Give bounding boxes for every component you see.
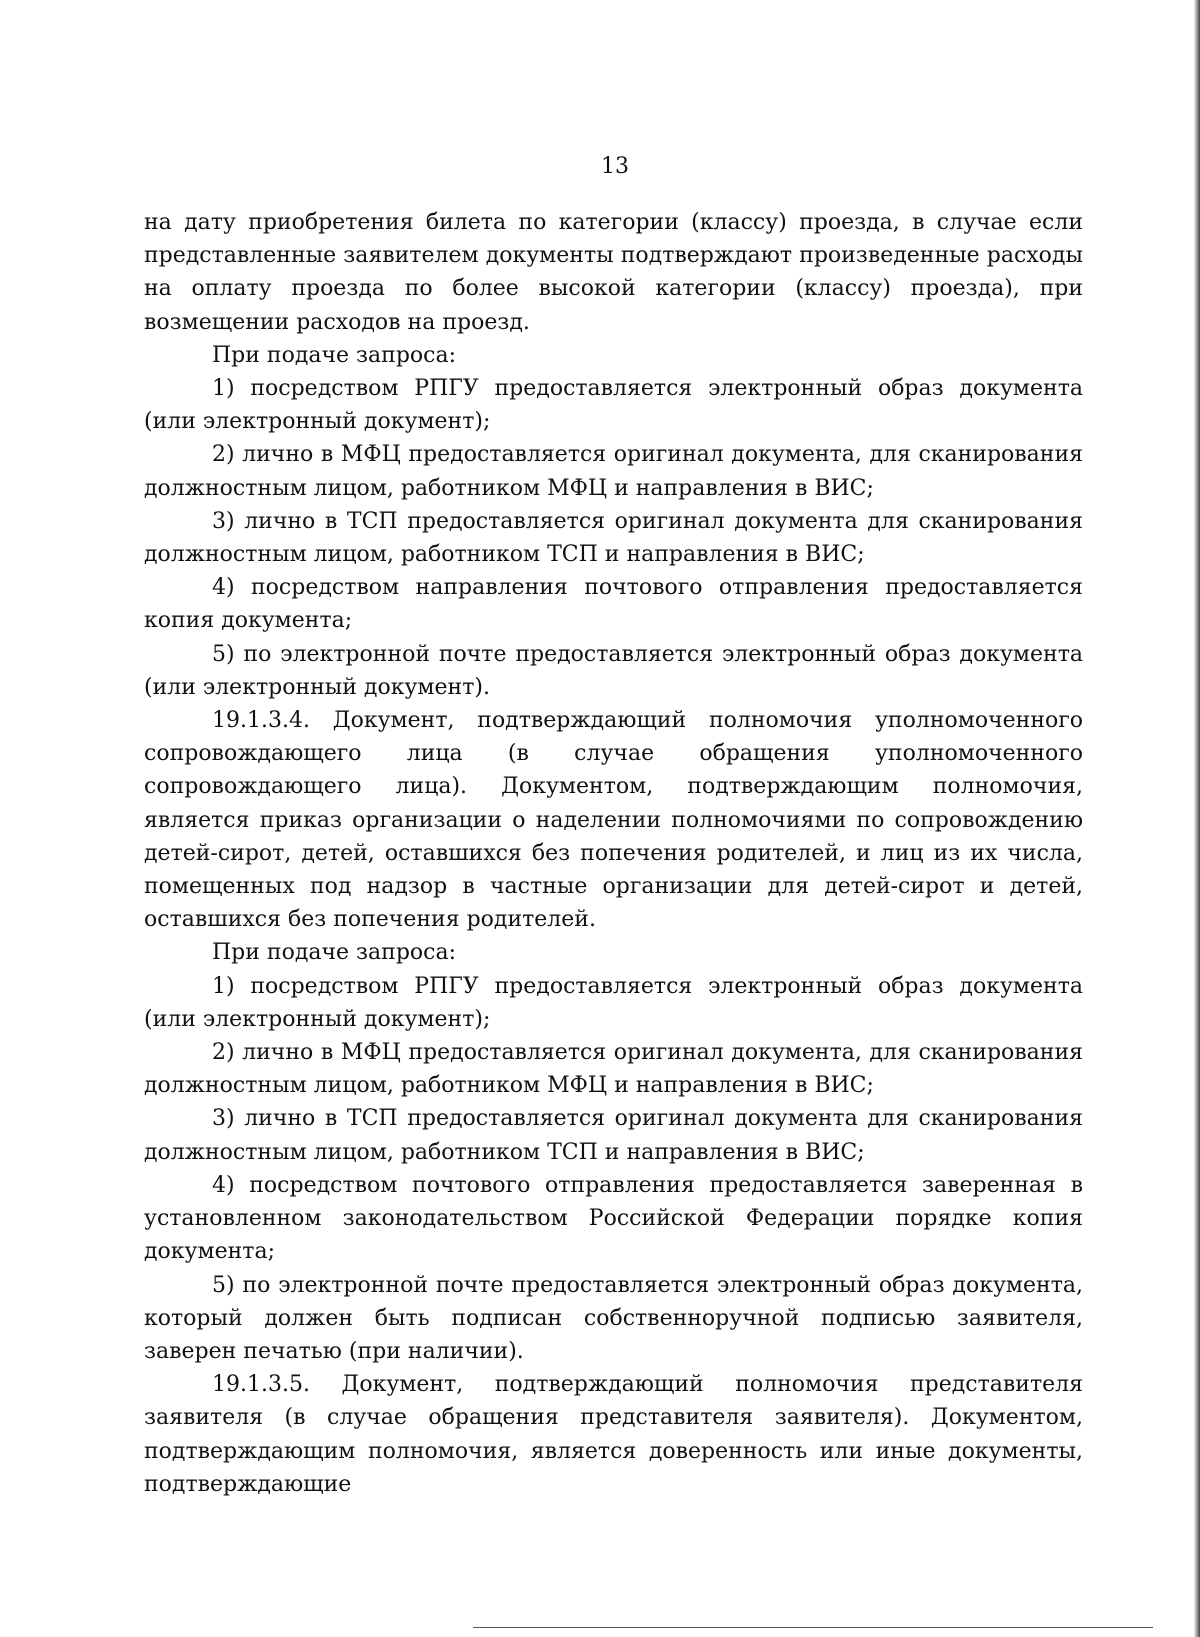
- list-item-tsp-2: 3) лично в ТСП предоставляется оригинал документа для сканирования должностным лицом, работником ТСП и направления в ВИС;: [144, 1106, 1083, 1165]
- document-body: [144, 206, 1083, 1501]
- page-number: 13: [601, 154, 629, 179]
- list-item-email-2: 5) по электронной почте предоставляется электронный образ документа, который должен быть подписан собственноручной подписью заявителя, заверен печатью (при наличии).: [144, 1272, 1083, 1364]
- paragraph-request-intro: При подаче запроса:: [212, 342, 457, 368]
- paragraph-request-intro-2: При подаче запроса:: [212, 940, 457, 966]
- section-19-1-3-5: 19.1.3.5. Документ, подтверждающий полномочия представителя заявителя (в случае обращения представителя заявителя). Документом, подтверждающим полномочия, является доверенность или иные документы, подтверждающие: [144, 1372, 1083, 1497]
- list-item-rpgu: 1) посредством РПГУ предоставляется электронный образ документа (или электронный документ);: [144, 376, 1083, 435]
- list-item-mfc-2: 2) лично в МФЦ предоставляется оригинал документа, для сканирования должностным лицом, работником МФЦ и направления в ВИС;: [144, 1040, 1083, 1099]
- scan-edge-shadow: [1194, 0, 1200, 1637]
- list-item-post: 4) посредством направления почтового отправления предоставляется копия документа;: [144, 575, 1083, 634]
- section-19-1-3-4: 19.1.3.4. Документ, подтверждающий полномочия уполномоченного сопровождающего лица (в случае обращения уполномоченного сопровождающего лица). Документом, подтверждающим полномочия, является приказ организации о наделении полномочиями по сопровождению детей-сирот, детей, оставшихся без попечения родителей, и лиц из их числа, помещенных под надзор в частные организации для детей-сирот и детей, оставшихся без попечения родителей.: [144, 708, 1083, 933]
- list-item-email: 5) по электронной почте предоставляется электронный образ документа (или электронный документ).: [144, 641, 1083, 700]
- bottom-divider: [473, 1627, 1153, 1628]
- list-item-post-2: 4) посредством почтового отправления предоставляется заверенная в установленном законодательством Российской Федерации порядке копия документа;: [144, 1172, 1083, 1265]
- paragraph-continuation: на дату приобретения билета по категории (классу) проезда, в случае если представленные заявителем документы подтверждают произведенные расходы на оплату проезда по более высокой категории (классу) проезда), при возмещении расходов на проезд.: [144, 210, 1083, 335]
- list-item-tsp: 3) лично в ТСП предоставляется оригинал документа для сканирования должностным лицом, работником ТСП и направления в ВИС;: [144, 508, 1083, 568]
- list-item-rpgu-2: 1) посредством РПГУ предоставляется электронный образ документа (или электронный документ);: [144, 973, 1083, 1032]
- list-item-mfc: 2) лично в МФЦ предоставляется оригинал документа, для сканирования должностным лицом, работником МФЦ и направления в ВИС;: [144, 442, 1083, 501]
